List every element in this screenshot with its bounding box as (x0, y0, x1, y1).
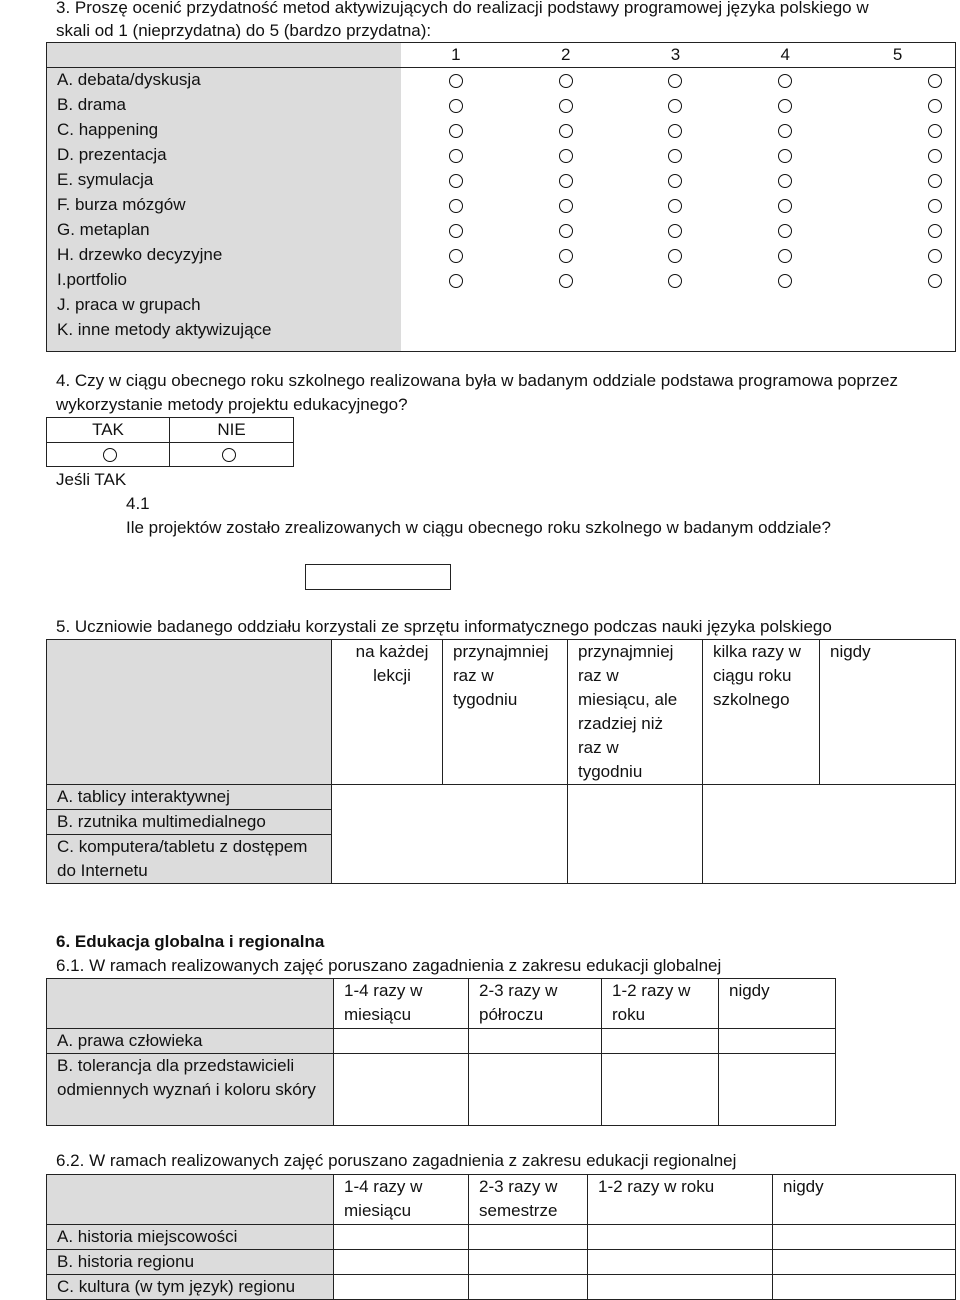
q3-item-label: G. metaplan (47, 218, 402, 243)
q6-2-title: 6.2. W ramach realizowanych zajęć poruszano zagadnienia z zakresu edukacji regionalnej (56, 1151, 737, 1170)
q3-radio-option[interactable] (668, 199, 682, 213)
q3-radio-option[interactable] (778, 249, 792, 263)
q6-1-col1: 1-4 razy w miesiącu (334, 979, 469, 1029)
q3-row (47, 293, 956, 318)
q3-radio-option[interactable] (449, 149, 463, 163)
q3-item-label: K. inne metody aktywizujące (47, 318, 402, 343)
q4-yes-radio[interactable] (103, 448, 117, 462)
q3-row (47, 318, 956, 343)
q3-radio-option[interactable] (778, 74, 792, 88)
q3-row (47, 218, 956, 243)
q3-radio-option[interactable] (668, 124, 682, 138)
q6-1-row-b: B. tolerancja dla przedstawicieli odmiennych wyznań i koloru skóry (47, 1054, 334, 1126)
q3-item-label: D. prezentacja (47, 143, 402, 168)
q5-col-never: nigdy (820, 640, 956, 785)
q4-if-yes: Jeśli TAK (56, 470, 127, 489)
q3-radio-option[interactable] (668, 274, 682, 288)
q5-title: 5. Uczniowie badanego oddziału korzystali ze sprzętu informatycznego podczas nauki języka polskiego (56, 617, 832, 636)
q3-scale-3: 3 (621, 43, 731, 68)
q3-radio-option[interactable] (559, 149, 573, 163)
q3-radio-option[interactable] (449, 99, 463, 113)
q4-no-label: NIE (170, 418, 294, 443)
q6-1-table (46, 978, 836, 1126)
q4-yes-label: TAK (47, 418, 170, 443)
q3-item-label: C. happening (47, 118, 402, 143)
q3-radio-option[interactable] (668, 174, 682, 188)
q5-equipment-table (46, 639, 956, 884)
q6-2-col3: 1-2 razy w roku (588, 1175, 773, 1225)
q3-item-label: F. burza mózgów (47, 193, 402, 218)
q3-radio-option[interactable] (778, 174, 792, 188)
q5-row-a: A. tablicy interaktywnej (47, 785, 332, 810)
q3-radio-option[interactable] (668, 74, 682, 88)
q3-radio-option[interactable] (449, 274, 463, 288)
q3-radio-option[interactable] (778, 274, 792, 288)
q6-2-row-c: C. kultura (w tym język) regionu (47, 1275, 334, 1300)
q4-question-line2: wykorzystanie metody projektu edukacyjnego? (56, 395, 408, 414)
q3-scale-5: 5 (840, 43, 955, 68)
q3-radio-option[interactable] (928, 99, 942, 113)
q4-sub-number: 4.1 (126, 494, 150, 513)
q3-radio-option[interactable] (928, 124, 942, 138)
q3-radio-option[interactable] (928, 224, 942, 238)
q4-question-line1: 4. Czy w ciągu obecnego roku szkolnego realizowana była w badanym oddziale podstawa programowa poprzez (56, 371, 898, 390)
q3-radio-option[interactable] (928, 199, 942, 213)
q3-row (47, 168, 956, 193)
q5-row-b: B. rzutnika multimedialnego (47, 810, 332, 835)
q5-col-monthly: przynajmniej raz w miesiącu, ale rzadziej niż raz w tygodniu (568, 640, 703, 785)
q3-radio-option[interactable] (559, 174, 573, 188)
q3-radio-option[interactable] (778, 199, 792, 213)
q3-radio-option[interactable] (559, 224, 573, 238)
q6-1-row-a: A. prawa człowieka (47, 1029, 334, 1054)
q4-project-count-input[interactable] (305, 564, 451, 590)
q3-item-label: A. debata/dyskusja (47, 68, 402, 94)
q3-rating-table (46, 42, 956, 352)
q3-item-label: I.portfolio (47, 268, 402, 293)
q6-1-col4: nigdy (719, 979, 836, 1029)
q3-item-label: B. drama (47, 93, 402, 118)
q5-row-c: C. komputera/tabletu z dostępem do Internetu (47, 835, 332, 884)
q6-1-col3: 1-2 razy w roku (602, 979, 719, 1029)
q4-no-radio[interactable] (222, 448, 236, 462)
q3-item-label: E. symulacja (47, 168, 402, 193)
q3-item-label: J. praca w grupach (47, 293, 402, 318)
q3-radio-option[interactable] (559, 249, 573, 263)
q4-sub-question: Ile projektów zostało zrealizowanych w ciągu obecnego roku szkolnego w badanym oddziale? (126, 518, 831, 537)
q3-row (47, 68, 956, 94)
q3-radio-option[interactable] (928, 249, 942, 263)
q6-2-row-a: A. historia miejscowości (47, 1225, 334, 1250)
q3-radio-option[interactable] (559, 74, 573, 88)
q3-item-label: H. drzewko decyzyjne (47, 243, 402, 268)
q6-2-col4: nigdy (773, 1175, 956, 1225)
q6-1-title: 6.1. W ramach realizowanych zajęć poruszano zagadnienia z zakresu edukacji globalnej (56, 956, 722, 975)
q3-radio-option[interactable] (928, 74, 942, 88)
q3-title-line2: skali od 1 (nieprzydatna) do 5 (bardzo przydatna): (56, 21, 432, 40)
q3-row (47, 93, 956, 118)
q3-radio-option[interactable] (668, 149, 682, 163)
q5-col-yearly: kilka razy w ciągu roku szkolnego (703, 640, 820, 785)
q3-radio-option[interactable] (559, 199, 573, 213)
q3-scale-1: 1 (401, 43, 511, 68)
q3-radio-option[interactable] (449, 174, 463, 188)
q3-radio-option[interactable] (778, 149, 792, 163)
q3-radio-option[interactable] (449, 224, 463, 238)
q3-radio-option[interactable] (559, 124, 573, 138)
q3-scale-4: 4 (730, 43, 840, 68)
q3-radio-option[interactable] (928, 149, 942, 163)
q5-col-weekly: przynajmniej raz w tygodniu (443, 640, 568, 785)
q3-radio-option[interactable] (928, 174, 942, 188)
q3-row (47, 143, 956, 168)
q3-radio-option[interactable] (559, 99, 573, 113)
q3-row (47, 268, 956, 293)
q3-radio-option[interactable] (778, 99, 792, 113)
q3-radio-option[interactable] (449, 124, 463, 138)
q3-radio-option[interactable] (559, 274, 573, 288)
q3-radio-option[interactable] (449, 199, 463, 213)
q3-title-line1: 3. Proszę ocenić przydatność metod aktywizujących do realizacji podstawy programowej języka polskiego w (56, 0, 869, 17)
q3-radio-option[interactable] (928, 274, 942, 288)
q6-2-table (46, 1174, 956, 1300)
q3-radio-option[interactable] (449, 249, 463, 263)
q3-radio-option[interactable] (668, 224, 682, 238)
q6-1-col2: 2-3 razy w półroczu (469, 979, 602, 1029)
q3-radio-option[interactable] (449, 74, 463, 88)
q3-row (47, 193, 956, 218)
q3-radio-option[interactable] (778, 124, 792, 138)
q3-row (47, 243, 956, 268)
q5-col-each-lesson: na każdej lekcji (332, 640, 443, 785)
q3-radio-option[interactable] (778, 224, 792, 238)
q6-2-col1: 1-4 razy w miesiącu (334, 1175, 469, 1225)
q6-2-row-b: B. historia regionu (47, 1250, 334, 1275)
q3-radio-option[interactable] (668, 99, 682, 113)
q4-yes-no-table (46, 417, 294, 467)
q3-radio-option[interactable] (668, 249, 682, 263)
q6-2-col2: 2-3 razy w semestrze (469, 1175, 588, 1225)
q3-row (47, 118, 956, 143)
q3-scale-2: 2 (511, 43, 621, 68)
q6-title: 6. Edukacja globalna i regionalna (56, 932, 325, 951)
